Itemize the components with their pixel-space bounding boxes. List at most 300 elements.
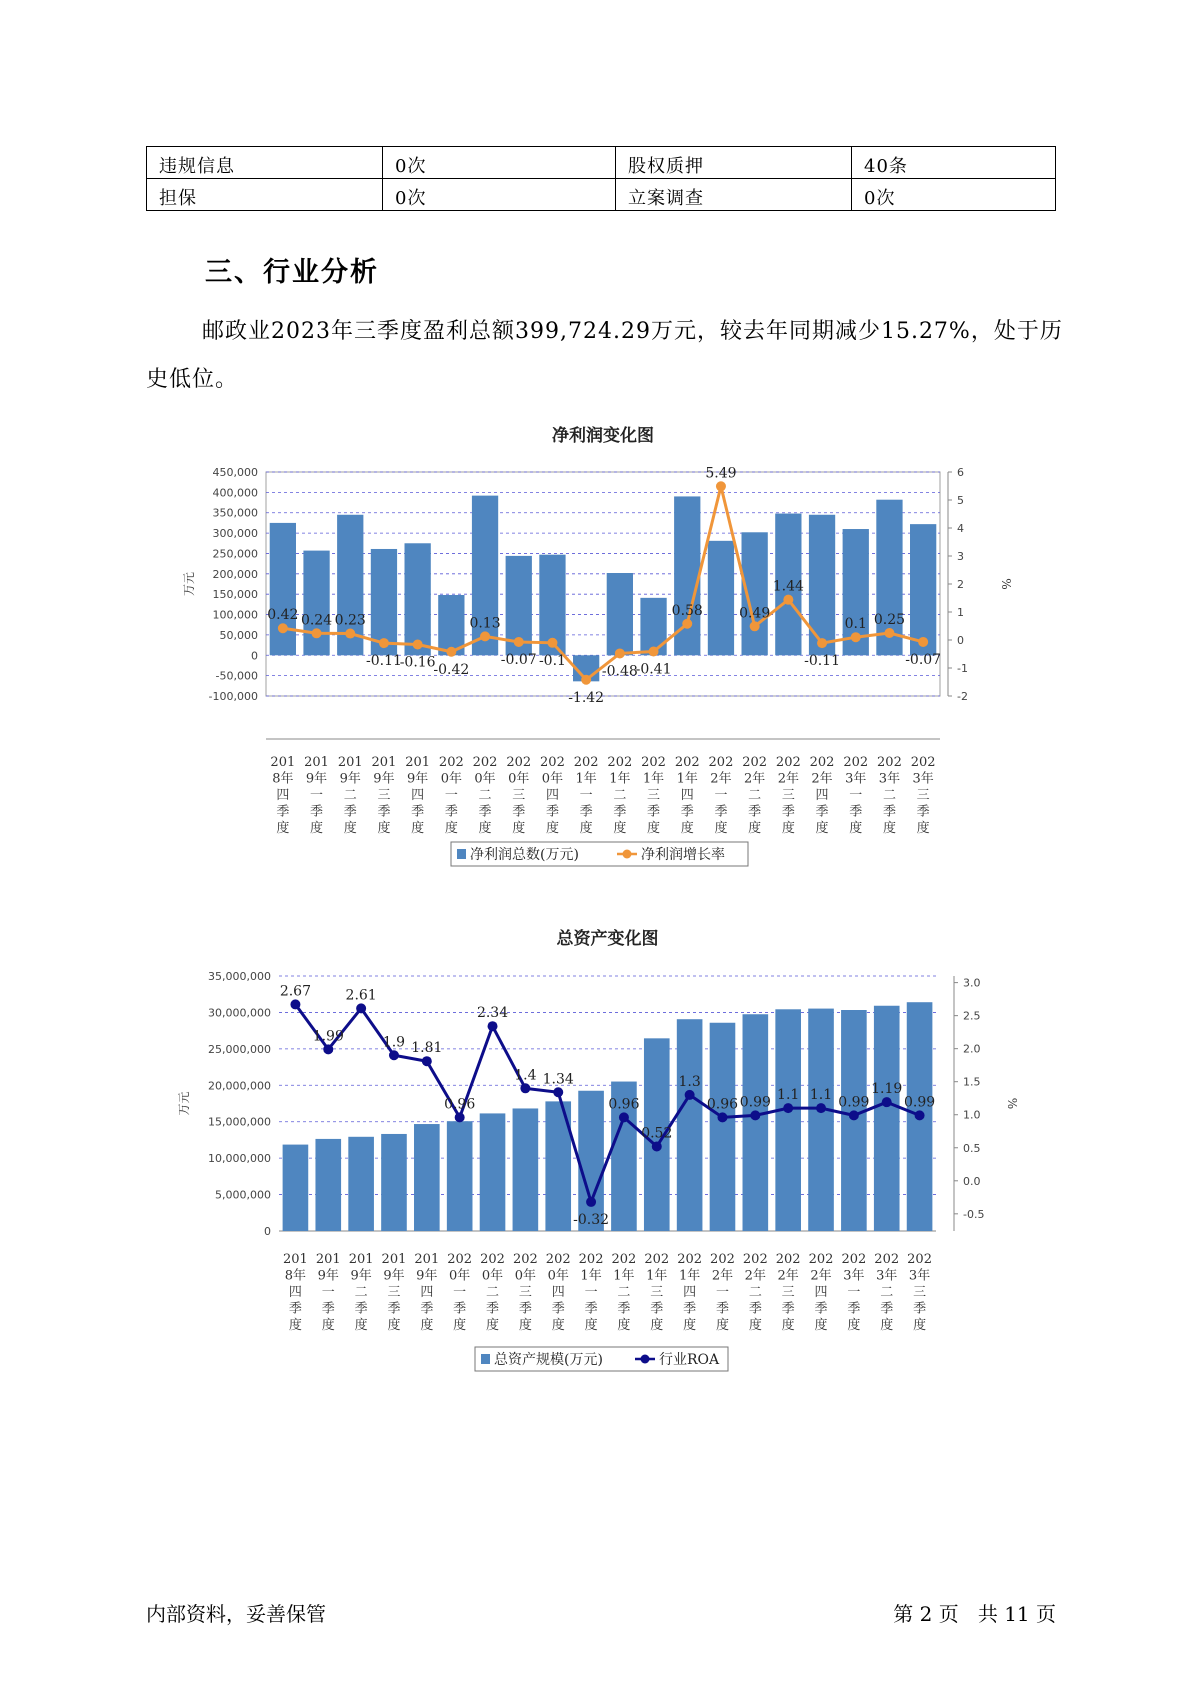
x-tick-label: 季 (310, 804, 324, 820)
x-tick-label: 202 (877, 755, 902, 770)
x-tick-label: 度 (748, 821, 762, 836)
x-tick-label: 三 (518, 1285, 532, 1300)
net-profit-chart (0, 420, 1191, 885)
line-point (717, 1112, 727, 1122)
line-point (915, 1110, 925, 1120)
total-prefix: 共 (977, 1602, 998, 1626)
x-tick-label: 一 (321, 1285, 335, 1300)
x-tick-label: 8年 (284, 1268, 307, 1284)
x-tick-label: 度 (444, 821, 458, 836)
data-label: -0.16 (399, 654, 436, 671)
bar (841, 1010, 867, 1231)
bar (910, 524, 936, 655)
line-point (649, 646, 659, 656)
line-point (547, 638, 557, 648)
x-tick-label: 201 (348, 1252, 374, 1267)
x-tick-label: 0年 (541, 771, 564, 787)
x-tick-label: 三 (781, 1285, 795, 1300)
line-point (884, 628, 894, 638)
x-tick-label: 季 (781, 804, 795, 820)
chart-title: 总资产变化图 (556, 929, 659, 949)
line-point (413, 639, 423, 649)
x-tick-label: 201 (381, 1252, 407, 1267)
x-tick-label: 202 (808, 1252, 834, 1267)
x-tick-label: 季 (512, 804, 526, 820)
y2-tick-label: -1 (957, 662, 968, 675)
y-tick-label: 300,000 (212, 527, 258, 541)
x-tick-label: 度 (288, 1318, 302, 1333)
data-label: 0.99 (739, 1094, 771, 1111)
line-point (750, 1110, 760, 1120)
data-label: 1.44 (772, 578, 804, 595)
x-tick-label: 202 (841, 1252, 867, 1267)
y-tick-label: -100,000 (208, 690, 258, 703)
x-tick-label: 季 (683, 1301, 697, 1317)
x-tick-label: 202 (674, 755, 700, 770)
x-tick-label: 201 (414, 1252, 440, 1267)
x-tick-label: 季 (579, 804, 593, 820)
x-tick-label: 度 (781, 1318, 795, 1333)
table-cell: 违规信息 (147, 147, 383, 179)
x-tick-label: 季 (478, 804, 492, 820)
y-tick-label: 0 (264, 1225, 271, 1238)
x-tick-label: 二 (880, 1285, 894, 1300)
x-tick-label: 季 (453, 1301, 467, 1317)
x-tick-label: 度 (551, 1318, 565, 1333)
x-tick-label: 202 (742, 755, 768, 770)
x-tick-label: 二 (613, 788, 627, 803)
line-point (389, 1050, 399, 1060)
x-tick-label: 202 (809, 755, 835, 770)
y-tick-label: 100,000 (212, 608, 258, 622)
x-tick-label: 季 (913, 1301, 927, 1317)
line-point (290, 999, 300, 1009)
x-tick-label: 2年 (810, 1268, 832, 1284)
x-tick-label: 度 (512, 821, 526, 836)
data-label: 0.99 (903, 1094, 936, 1111)
x-tick-label: 9年 (339, 771, 361, 787)
line-point (312, 628, 322, 638)
x-tick-label: 201 (371, 755, 397, 770)
legend-bar-swatch (457, 849, 466, 859)
x-tick-label: 三 (647, 788, 661, 803)
bar (743, 1014, 769, 1231)
x-tick-label: 度 (650, 1318, 664, 1333)
x-tick-label: 9年 (416, 1268, 438, 1284)
line-point (682, 619, 692, 629)
data-label: -0.11 (365, 653, 402, 670)
x-tick-label: 3年 (912, 771, 934, 787)
x-tick-label: 201 (304, 755, 329, 770)
x-tick-label: 季 (486, 1301, 500, 1317)
x-tick-label: 二 (478, 788, 492, 803)
y2-tick-label: 1.5 (963, 1075, 981, 1089)
x-tick-label: 201 (283, 1252, 308, 1267)
y-tick-label: 15,000,000 (208, 1115, 271, 1129)
y-axis-label: 万元 (182, 571, 196, 597)
x-tick-label: 201 (337, 755, 363, 770)
x-tick-label: 季 (849, 804, 863, 820)
bar (578, 1091, 604, 1231)
data-label: 0.25 (873, 612, 906, 628)
legend (475, 1347, 728, 1371)
page-suffix: 页 (938, 1602, 959, 1626)
x-tick-label: 202 (472, 755, 498, 770)
x-tick-label: 四 (545, 788, 559, 803)
x-tick-label: 季 (748, 1301, 762, 1317)
legend (451, 842, 748, 866)
x-tick-label: 度 (518, 1318, 532, 1333)
data-label: 0.23 (334, 612, 366, 629)
x-tick-label: 度 (453, 1318, 467, 1333)
x-tick-label: 2年 (711, 1268, 734, 1284)
data-label: 0.96 (444, 1096, 476, 1113)
x-tick-label: 季 (584, 1301, 598, 1317)
x-tick-label: 度 (420, 1318, 434, 1333)
x-tick-label: 2年 (744, 771, 766, 787)
x-tick-label: 202 (578, 1252, 604, 1267)
line-point (619, 1112, 629, 1122)
line-point (849, 1110, 859, 1120)
line-point (817, 638, 827, 648)
x-tick-label: 季 (647, 804, 661, 820)
x-tick-label: 度 (715, 1318, 729, 1333)
table-cell: 股权质押 (616, 147, 852, 179)
x-tick-label: 季 (680, 804, 694, 820)
x-tick-label: 2年 (811, 771, 833, 787)
data-label: 5.49 (705, 465, 737, 482)
x-tick-label: 3年 (845, 771, 867, 787)
x-tick-label: 季 (343, 804, 357, 820)
bar (348, 1137, 374, 1231)
x-tick-label: 度 (683, 1318, 697, 1333)
data-label: 0.96 (608, 1096, 640, 1113)
x-tick-label: 202 (447, 1252, 473, 1267)
x-tick-label: 度 (321, 1318, 335, 1333)
line-point (422, 1056, 432, 1066)
x-tick-label: 度 (310, 821, 324, 836)
x-tick-label: 度 (714, 821, 728, 836)
data-label: 2.67 (279, 983, 312, 1000)
y-tick-label: 5,000,000 (215, 1188, 271, 1202)
x-tick-label: 8年 (272, 771, 294, 787)
x-tick-label: 9年 (383, 1268, 405, 1284)
y2-tick-label: 0 (957, 634, 964, 647)
x-tick-label: 季 (880, 1301, 894, 1317)
x-tick-label: 度 (584, 1318, 598, 1333)
line-point (882, 1097, 892, 1107)
x-tick-label: 度 (815, 821, 829, 836)
data-label: 0.13 (469, 615, 501, 632)
x-tick-label: 度 (354, 1318, 368, 1333)
x-tick-label: 202 (573, 755, 599, 770)
x-tick-label: 度 (916, 821, 930, 836)
x-tick-label: 202 (742, 1252, 768, 1267)
table-cell: 0次 (383, 147, 616, 179)
y-tick-label: 350,000 (212, 506, 258, 520)
line-point (514, 637, 524, 647)
x-tick-label: 三 (913, 1285, 927, 1300)
x-tick-label: 202 (677, 1252, 703, 1267)
data-label: 1.1 (809, 1087, 833, 1104)
bar (710, 1023, 736, 1231)
data-label: 0.96 (706, 1096, 739, 1113)
total-assets-chart (0, 925, 1191, 1380)
x-tick-label: 201 (405, 755, 431, 770)
y2-tick-label: 0.5 (963, 1141, 981, 1155)
x-tick-label: 一 (715, 1285, 729, 1300)
x-tick-label: 度 (478, 821, 492, 836)
bar (607, 573, 633, 655)
x-tick-label: 3年 (876, 1268, 898, 1284)
table-cell: 40条 (852, 147, 1056, 179)
line-point (918, 637, 928, 647)
bar (283, 1145, 309, 1231)
info-table (146, 146, 1056, 211)
x-tick-label: 一 (453, 1285, 467, 1300)
x-tick-label: 季 (518, 1301, 532, 1317)
x-tick-label: 0年 (474, 771, 496, 787)
data-label: -0.07 (500, 651, 537, 668)
chart-title: 净利润变化图 (552, 426, 654, 446)
data-label: 0.49 (739, 605, 771, 622)
x-tick-label: 季 (321, 1301, 335, 1317)
x-tick-label: 三 (387, 1285, 401, 1300)
y-tick-label: 450,000 (212, 466, 258, 479)
x-tick-label: 度 (913, 1318, 927, 1333)
legend-bar-label: 总资产规模(万元) (494, 1352, 603, 1368)
y2-tick-label: 6 (957, 466, 964, 479)
x-tick-label: 度 (849, 821, 863, 836)
x-tick-label: 度 (748, 1318, 762, 1333)
x-tick-label: 度 (647, 821, 661, 836)
x-tick-label: 3年 (843, 1268, 865, 1284)
x-tick-label: 三 (781, 788, 795, 803)
bar (381, 1134, 407, 1231)
line-point (783, 595, 793, 605)
data-label: 1.99 (312, 1028, 344, 1045)
x-tick-label: 一 (444, 788, 458, 803)
x-tick-label: 四 (411, 788, 425, 803)
x-tick-label: 季 (814, 1301, 828, 1317)
line-point (278, 623, 288, 633)
bar (447, 1121, 473, 1231)
x-tick-label: 季 (377, 804, 391, 820)
x-tick-label: 季 (387, 1301, 401, 1317)
x-tick-label: 四 (680, 788, 694, 803)
x-tick-label: 1年 (642, 771, 665, 787)
x-tick-label: 二 (882, 788, 896, 803)
table-cell: 担保 (147, 179, 383, 211)
x-tick-label: 202 (775, 755, 801, 770)
bar (708, 541, 734, 655)
data-label: 0.52 (641, 1125, 673, 1142)
x-tick-label: 二 (748, 1285, 762, 1300)
x-tick-label: 201 (270, 755, 296, 770)
x-tick-label: 季 (815, 804, 829, 820)
x-tick-label: 三 (916, 788, 930, 803)
x-tick-label: 0年 (481, 1268, 504, 1284)
y-tick-label: 250,000 (212, 547, 258, 561)
y-tick-label: -50,000 (215, 669, 258, 683)
x-tick-label: 202 (641, 755, 666, 770)
bar (414, 1124, 440, 1231)
x-tick-label: 202 (545, 1252, 571, 1267)
x-tick-label: 二 (748, 788, 762, 803)
x-tick-label: 202 (438, 755, 464, 770)
data-label: -0.11 (804, 653, 841, 670)
x-tick-label: 3年 (908, 1268, 931, 1284)
x-tick-label: 9年 (350, 1268, 372, 1284)
legend-line-label: 净利润增长率 (641, 847, 725, 863)
legend-bar-swatch (481, 1354, 490, 1364)
x-tick-label: 季 (748, 804, 762, 820)
y-tick-label: 10,000,000 (208, 1152, 271, 1166)
data-label: -0.07 (905, 651, 942, 668)
bar (303, 551, 329, 656)
x-tick-label: 季 (545, 804, 559, 820)
section-paragraph: 邮政业2023年三季度盈利总额399,724.29万元，较去年同期减少15.27%，处于历史低位。 (146, 319, 1063, 392)
table-row (147, 147, 1056, 179)
y-tick-label: 30,000,000 (208, 1006, 271, 1020)
x-tick-label: 202 (512, 1252, 538, 1267)
x-tick-label: 1年 (575, 771, 597, 787)
data-label: 1.81 (411, 1040, 443, 1057)
line-point (520, 1083, 530, 1093)
legend-line-marker (641, 1355, 650, 1364)
line-point (615, 648, 625, 658)
data-label: -1.42 (568, 689, 605, 706)
data-label: 1.19 (871, 1081, 903, 1098)
x-tick-label: 季 (420, 1301, 434, 1317)
line-point (783, 1103, 793, 1113)
x-tick-label: 9年 (305, 771, 328, 787)
x-tick-label: 0年 (547, 1268, 569, 1284)
x-tick-label: 季 (650, 1301, 664, 1317)
x-tick-label: 2年 (777, 1268, 799, 1284)
bar (513, 1108, 539, 1231)
line-point (816, 1103, 826, 1113)
x-tick-label: 202 (506, 755, 532, 770)
bar (480, 1113, 506, 1231)
x-tick-label: 一 (849, 788, 863, 803)
x-tick-label: 季 (613, 804, 627, 820)
table-cell: 立案调查 (616, 179, 852, 211)
y2-tick-label: 1 (957, 606, 964, 619)
x-tick-label: 四 (683, 1285, 697, 1300)
x-tick-label: 0年 (508, 771, 530, 787)
table-cell: 0次 (852, 179, 1056, 211)
x-tick-label: 202 (540, 755, 565, 770)
x-tick-label: 度 (847, 1318, 861, 1333)
x-tick-label: 度 (617, 1318, 631, 1333)
bar (808, 1009, 834, 1231)
x-tick-label: 1年 (580, 1268, 602, 1284)
y-tick-label: 200,000 (212, 567, 258, 581)
y2-tick-label: 3 (957, 550, 964, 563)
x-tick-label: 一 (714, 788, 728, 803)
data-label: 1.1 (777, 1087, 800, 1104)
data-label: 1.4 (514, 1067, 537, 1084)
x-tick-label: 度 (880, 1318, 894, 1333)
x-tick-label: 四 (815, 788, 829, 803)
x-tick-label: 度 (579, 821, 593, 836)
line-point (480, 631, 490, 641)
page-indicator (893, 1598, 1056, 1627)
line-point (652, 1141, 662, 1151)
x-tick-label: 二 (486, 1285, 500, 1300)
x-tick-label: 度 (377, 821, 391, 836)
x-tick-label: 202 (708, 755, 734, 770)
x-tick-label: 1年 (676, 771, 698, 787)
y-tick-label: 25,000,000 (208, 1042, 271, 1056)
total-pages: 11 (1004, 1602, 1030, 1626)
x-tick-label: 201 (315, 1252, 341, 1267)
data-label: -0.42 (433, 661, 470, 678)
x-tick-label: 0年 (449, 1268, 471, 1284)
x-tick-label: 202 (910, 755, 936, 770)
x-tick-label: 度 (781, 821, 795, 836)
x-tick-label: 一 (584, 1285, 598, 1300)
line-point (716, 481, 726, 491)
x-tick-label: 9年 (373, 771, 395, 787)
line-point (323, 1044, 333, 1054)
x-tick-label: 季 (411, 804, 425, 820)
y2-tick-label: 2.5 (963, 1009, 981, 1023)
x-tick-label: 202 (611, 1252, 637, 1267)
x-tick-label: 四 (551, 1285, 565, 1300)
line-point (685, 1090, 695, 1100)
y-tick-label: 50,000 (219, 628, 258, 642)
x-tick-label: 度 (613, 821, 627, 836)
x-tick-label: 0年 (514, 1268, 537, 1284)
y-tick-label: 0 (251, 649, 258, 663)
x-tick-label: 一 (847, 1285, 861, 1300)
y-tick-label: 20,000,000 (208, 1079, 271, 1093)
line-point (379, 638, 389, 648)
y2-tick-label: 2 (957, 578, 964, 591)
line-point (851, 632, 861, 642)
data-label: 2.61 (345, 987, 377, 1004)
x-tick-label: 季 (714, 804, 728, 820)
page-number: 2 (919, 1602, 933, 1626)
x-tick-label: 3年 (878, 771, 901, 787)
x-tick-label: 季 (276, 804, 290, 820)
x-tick-label: 2年 (777, 771, 799, 787)
legend-line-label: 行业ROA (659, 1352, 720, 1368)
x-tick-label: 度 (814, 1318, 828, 1333)
line-point (455, 1112, 465, 1122)
y2-tick-label: 3.0 (963, 976, 981, 990)
y2-tick-label: 0.0 (963, 1174, 981, 1188)
bar (775, 1009, 801, 1231)
x-tick-label: 度 (343, 821, 357, 836)
section-title: 三、行业分析 (205, 257, 379, 288)
x-tick-label: 202 (480, 1252, 505, 1267)
x-tick-label: 202 (907, 1252, 932, 1267)
y2-axis-label: % (1005, 1097, 1019, 1110)
x-tick-label: 二 (343, 788, 357, 803)
bar (874, 1006, 900, 1231)
x-tick-label: 0年 (440, 771, 462, 787)
bar (809, 515, 835, 656)
x-tick-label: 三 (512, 788, 526, 803)
line-point (345, 629, 355, 639)
x-tick-label: 度 (411, 821, 425, 836)
x-tick-label: 2年 (710, 771, 732, 787)
line-point (356, 1003, 366, 1013)
x-tick-label: 季 (847, 1301, 861, 1317)
